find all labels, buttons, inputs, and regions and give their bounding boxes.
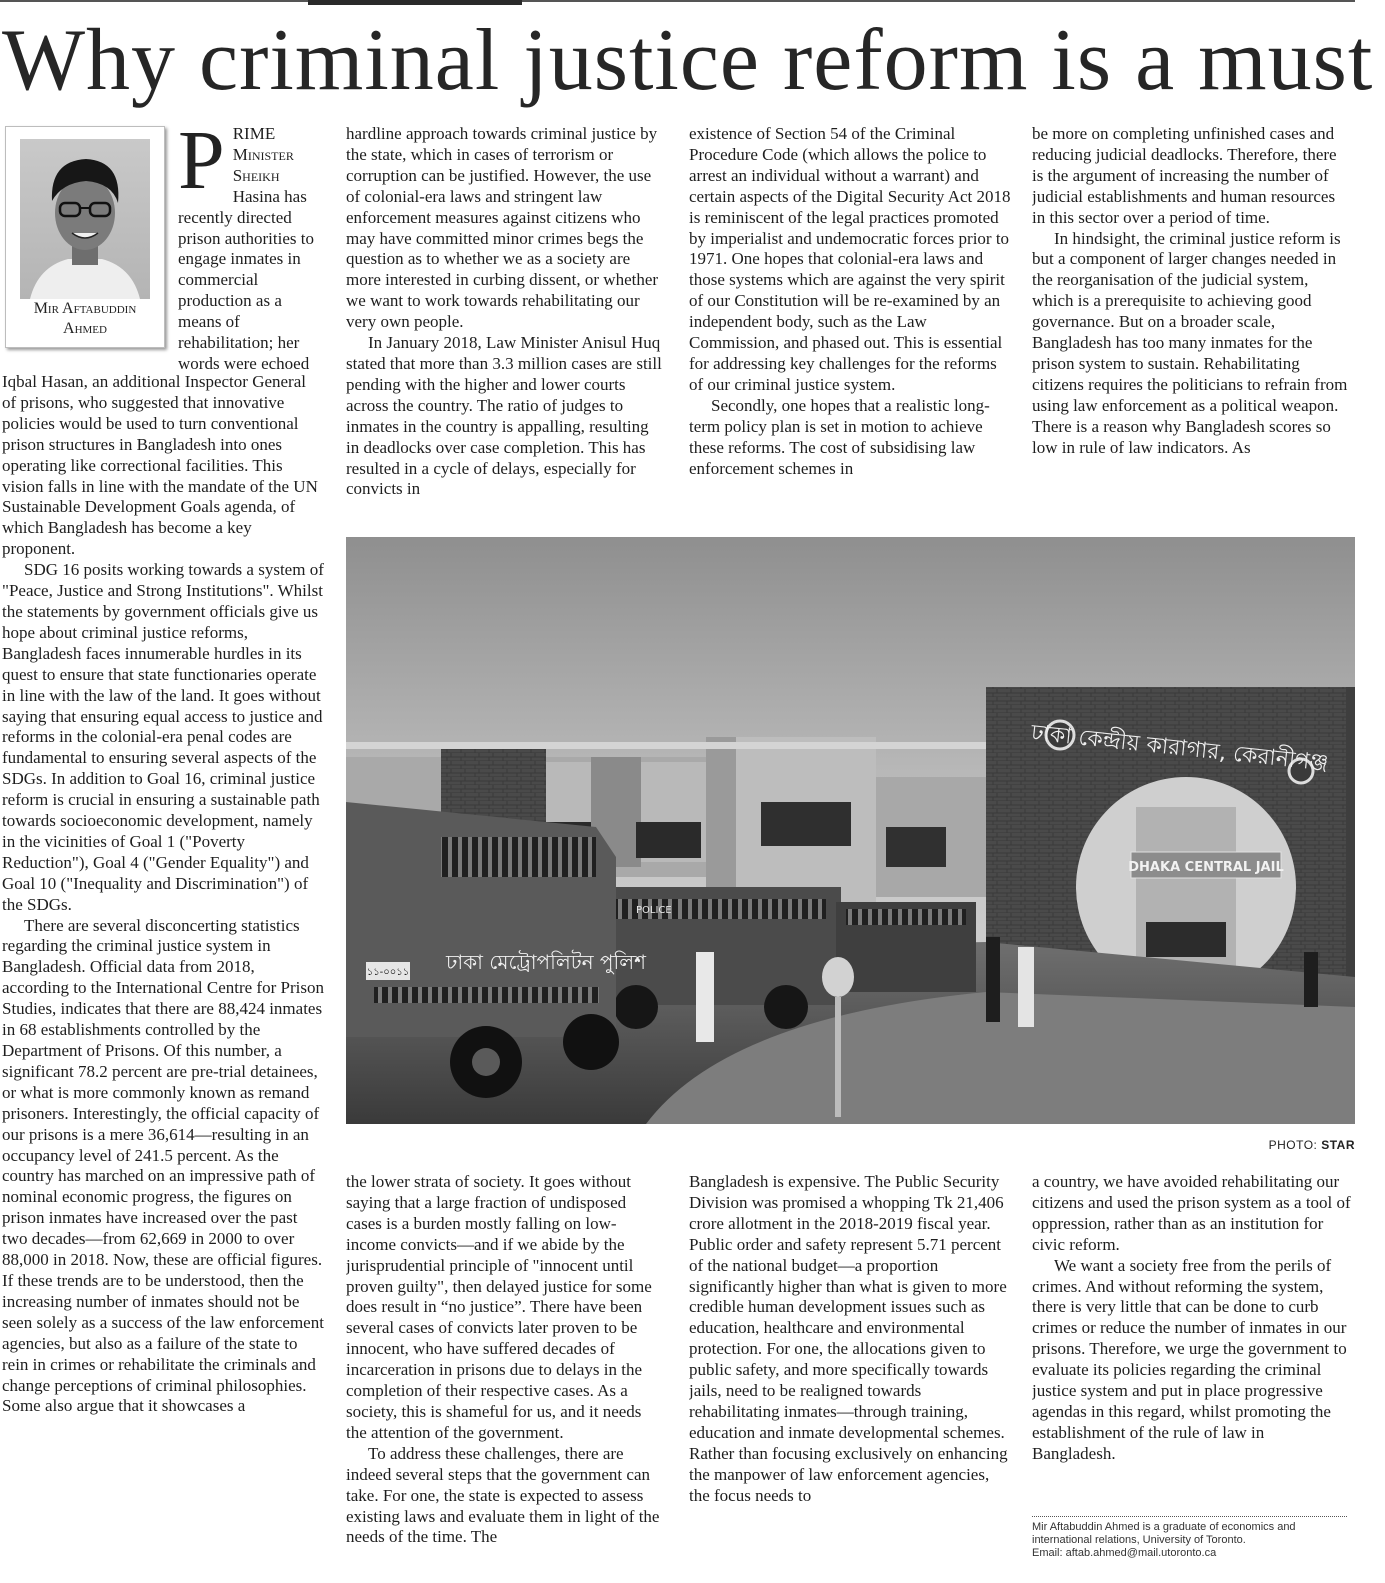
top-rule-right	[522, 0, 1355, 2]
jail-photo	[346, 537, 1355, 1124]
author-name-line1: Mir Aftabuddin	[33, 300, 137, 317]
bio-line: Email: aftab.ahmed@mail.utoronto.ca	[1032, 1547, 1217, 1559]
column-4-upper	[1032, 124, 1352, 524]
paragraph: To address these challenges, there are indeed several steps that the government can take. For one, the state is expected to assess existing laws and evaluate them in light of the needs of the time. The	[346, 1443, 660, 1547]
sign-bangla: ঢাকা কেন্দ্রীয় কারাগার, কেরানীগঞ্জ	[1029, 720, 1330, 777]
author-name-line2: Ahmed	[63, 320, 107, 337]
lead-paragraph	[178, 124, 324, 372]
van2-label: POLICE	[636, 905, 672, 916]
photo-credit	[1269, 1138, 1355, 1152]
lead-text: Hasina has recently directed prison authorities to engage inmates in commercial production as a means of rehabilitation; her words were echoed	[178, 186, 314, 372]
van-label: ঢাকা মেট্রোপলিটন পুলিশ	[446, 950, 646, 974]
bio-line: international relations, University of Toronto.	[1032, 1534, 1246, 1546]
lead-paragraph-continued: Iqbal Hasan, an additional Inspector General of prisons, who suggested that innovative policies would be used to turn conventional prison structures in Bangladesh into ones operating like correctional facilities. This vision falls in line with the mandate of the UN Sustainable Development Goals agenda, of which Bangladesh has become a key proponent.	[2, 372, 318, 559]
author-box	[5, 126, 165, 348]
photo-credit-label: PHOTO:	[1268, 1138, 1318, 1152]
paragraph: In January 2018, Law Minister Anisul Huq stated that more than 3.3 million cases are still pending with the higher and lower courts across the country. The ratio of judges to inmates in the country is appalling, resulting in deadlocks over case completion. This has resulted in a cycle of delays, especially for convicts in	[346, 333, 662, 499]
author-name	[6, 299, 164, 339]
paragraph: a country, we have avoided rehabilitating our citizens and used the prison system as a tool of oppression, rather than as an institution for civic reform.	[1032, 1172, 1351, 1254]
paragraph: There are several disconcerting statistics regarding the criminal justice system in Bangladesh. Official data from 2018, according to the International Centre for Prison Studies, indicates that there are 88,424 inmates in 68 establishments controlled by the Department of Prisons. Of this number, a significant 78.2 percent are pre-trial detainees, or what is more commonly known as remand prisoners. Interestingly, the official capacity of our prisons is a mere 36,614—resulting in an occupancy level of 241.5 percent. As the country has marched on an impressive path of nominal economic progress, the figures on prison inmates have increased over the past two decades—from 62,669 in 2000 to over 88,000 in 2018. Now, these are official figures. If these trends are to be understood, then the increasing number of inmates should not be seen solely as a success of the law enforcement agencies, but also as a failure of the state to rein in crimes or rehabilitate the criminals and change perceptions of criminal philosophies. Some also argue that it showcases a	[2, 915, 324, 1416]
author-bio	[1032, 1521, 1352, 1560]
paragraph: In hindsight, the criminal justice reform is but a component of larger changes needed in the reorganisation of the judicial system, which is a prerequisite to achieving good governance. But on a broader scale, Bangladesh has too many inmates for the prison system to sustain. Rehabilitating citizens requires the politicians to refrain from using law enforcement as a political weapon. There is a reason why Bangladesh scores so low in rule of law indicators. As	[1032, 228, 1348, 457]
lead-caps: RIME Minister Sheikh	[232, 124, 294, 185]
column-4-lower	[1032, 1172, 1352, 1512]
paragraph: be more on completing unfinished cases and reducing judicial deadlocks. Therefore, there is the argument of increasing the number of judicial establishments and human resources in this sector over a period of time.	[1032, 124, 1337, 227]
column-3-lower	[689, 1172, 1011, 1566]
van-plate: ১১-০০১১	[366, 967, 410, 978]
paragraph: Secondly, one hopes that a realistic long-term policy plan is set in motion to achieve these reforms. The cost of subsidising law enforcement schemes in	[689, 395, 990, 478]
paragraph: the lower strata of society. It goes without saying that a large fraction of undisposed cases is a burden mostly falling on low-income convicts—and if we abide by the jurisprudential principle of "innocent until proven guilty", then delayed justice for some does result in “no justice”. There have been several cases of convicts later proven to be innocent, who have suffered decades of incarceration in prisons due to delays in the completion of their respective cases. As a society, this is shameful for us, and it needs the attention of the government.	[346, 1172, 652, 1442]
paragraph: SDG 16 posits working towards a system of "Peace, Justice and Strong Institutions". Whilst the statements by government officials give us hope about criminal justice reforms, Bangladesh faces innumerable hurdles in its quest to ensure that state functionaries operate in line with the law of the land. It goes without saying that ensuring equal access to justice and reforms in the colonial-era penal codes are fundamental to ensuring several aspects of the SDGs. In addition to Goal 16, criminal justice reform is crucial in ensuring a sustainable path towards socioeconomic development, namely in the vicinities of Goal 1 ("Poverty Reduction"), Goal 4 ("Gender Equality") and Goal 10 ("Inequality and Discrimination") of the SDGs.	[2, 560, 324, 914]
paragraph: existence of Section 54 of the Criminal Procedure Code (which allows the police to arrest an individual without a warrant) and certain aspects of the Digital Security Act 2018 is reminiscent of the legal practices promoted by imperialist and undemocratic forces prior to 1971. One hopes that colonial-era laws and those systems which are against the very spirit of our Constitution will be re-examined by an independent body, such as the Law Commission, and phased out. This is essential for addressing key challenges for the reforms of our criminal justice system.	[689, 124, 1011, 394]
headline: Why criminal justice reform is a must	[2, 12, 1374, 109]
top-rule-left	[0, 0, 308, 2]
column-1-upper	[178, 124, 324, 372]
sign-english: DHAKA CENTRAL JAIL	[1128, 860, 1284, 875]
author-portrait	[20, 139, 150, 299]
section-kicker	[308, 0, 522, 5]
column-2-upper	[346, 124, 666, 524]
column-1	[2, 372, 324, 1566]
column-2-lower	[346, 1172, 666, 1566]
bio-line: Mir Aftabuddin Ahmed is a graduate of economics and	[1032, 1521, 1296, 1533]
photo-credit-source: STAR	[1321, 1138, 1355, 1152]
drop-cap: P	[178, 124, 225, 207]
paragraph: Bangladesh is expensive. The Public Security Division was promised a whopping Tk 21,406 crore allotment in the 2018-2019 fiscal year. Public order and safety represent 5.71 percent of the national budget—a proportion significantly higher than what is given to more credible human development issues such as education, healthcare and environmental protection. For one, the allocations given to public safety, and more specifically towards jails, need to be realigned towards rehabilitating inmates—through training, education and inmate developmental schemes. Rather than focusing exclusively on enhancing the manpower of law enforcement agencies, the focus needs to	[689, 1172, 1008, 1505]
paragraph: We want a society free from the perils of crimes. And without reforming the system, there is very little that can be done to curb crimes or reduce the number of inmates in our prisons. Therefore, we urge the government to evaluate its policies regarding the criminal justice system and put in place progressive agendas in this regard, whilst promoting the establishment of the rule of law in Bangladesh.	[1032, 1255, 1347, 1463]
column-3-upper	[689, 124, 1011, 524]
bio-divider	[1032, 1516, 1347, 1517]
paragraph: hardline approach towards criminal justice by the state, which in cases of terrorism or corruption can be justified. However, the use of colonial-era laws and stringent law enforcement measures against citizens who may have committed minor crimes begs the question as to whether we as a society are more interested in curbing dissent, or whether we want to work towards rehabilitating our very own people.	[346, 124, 659, 332]
